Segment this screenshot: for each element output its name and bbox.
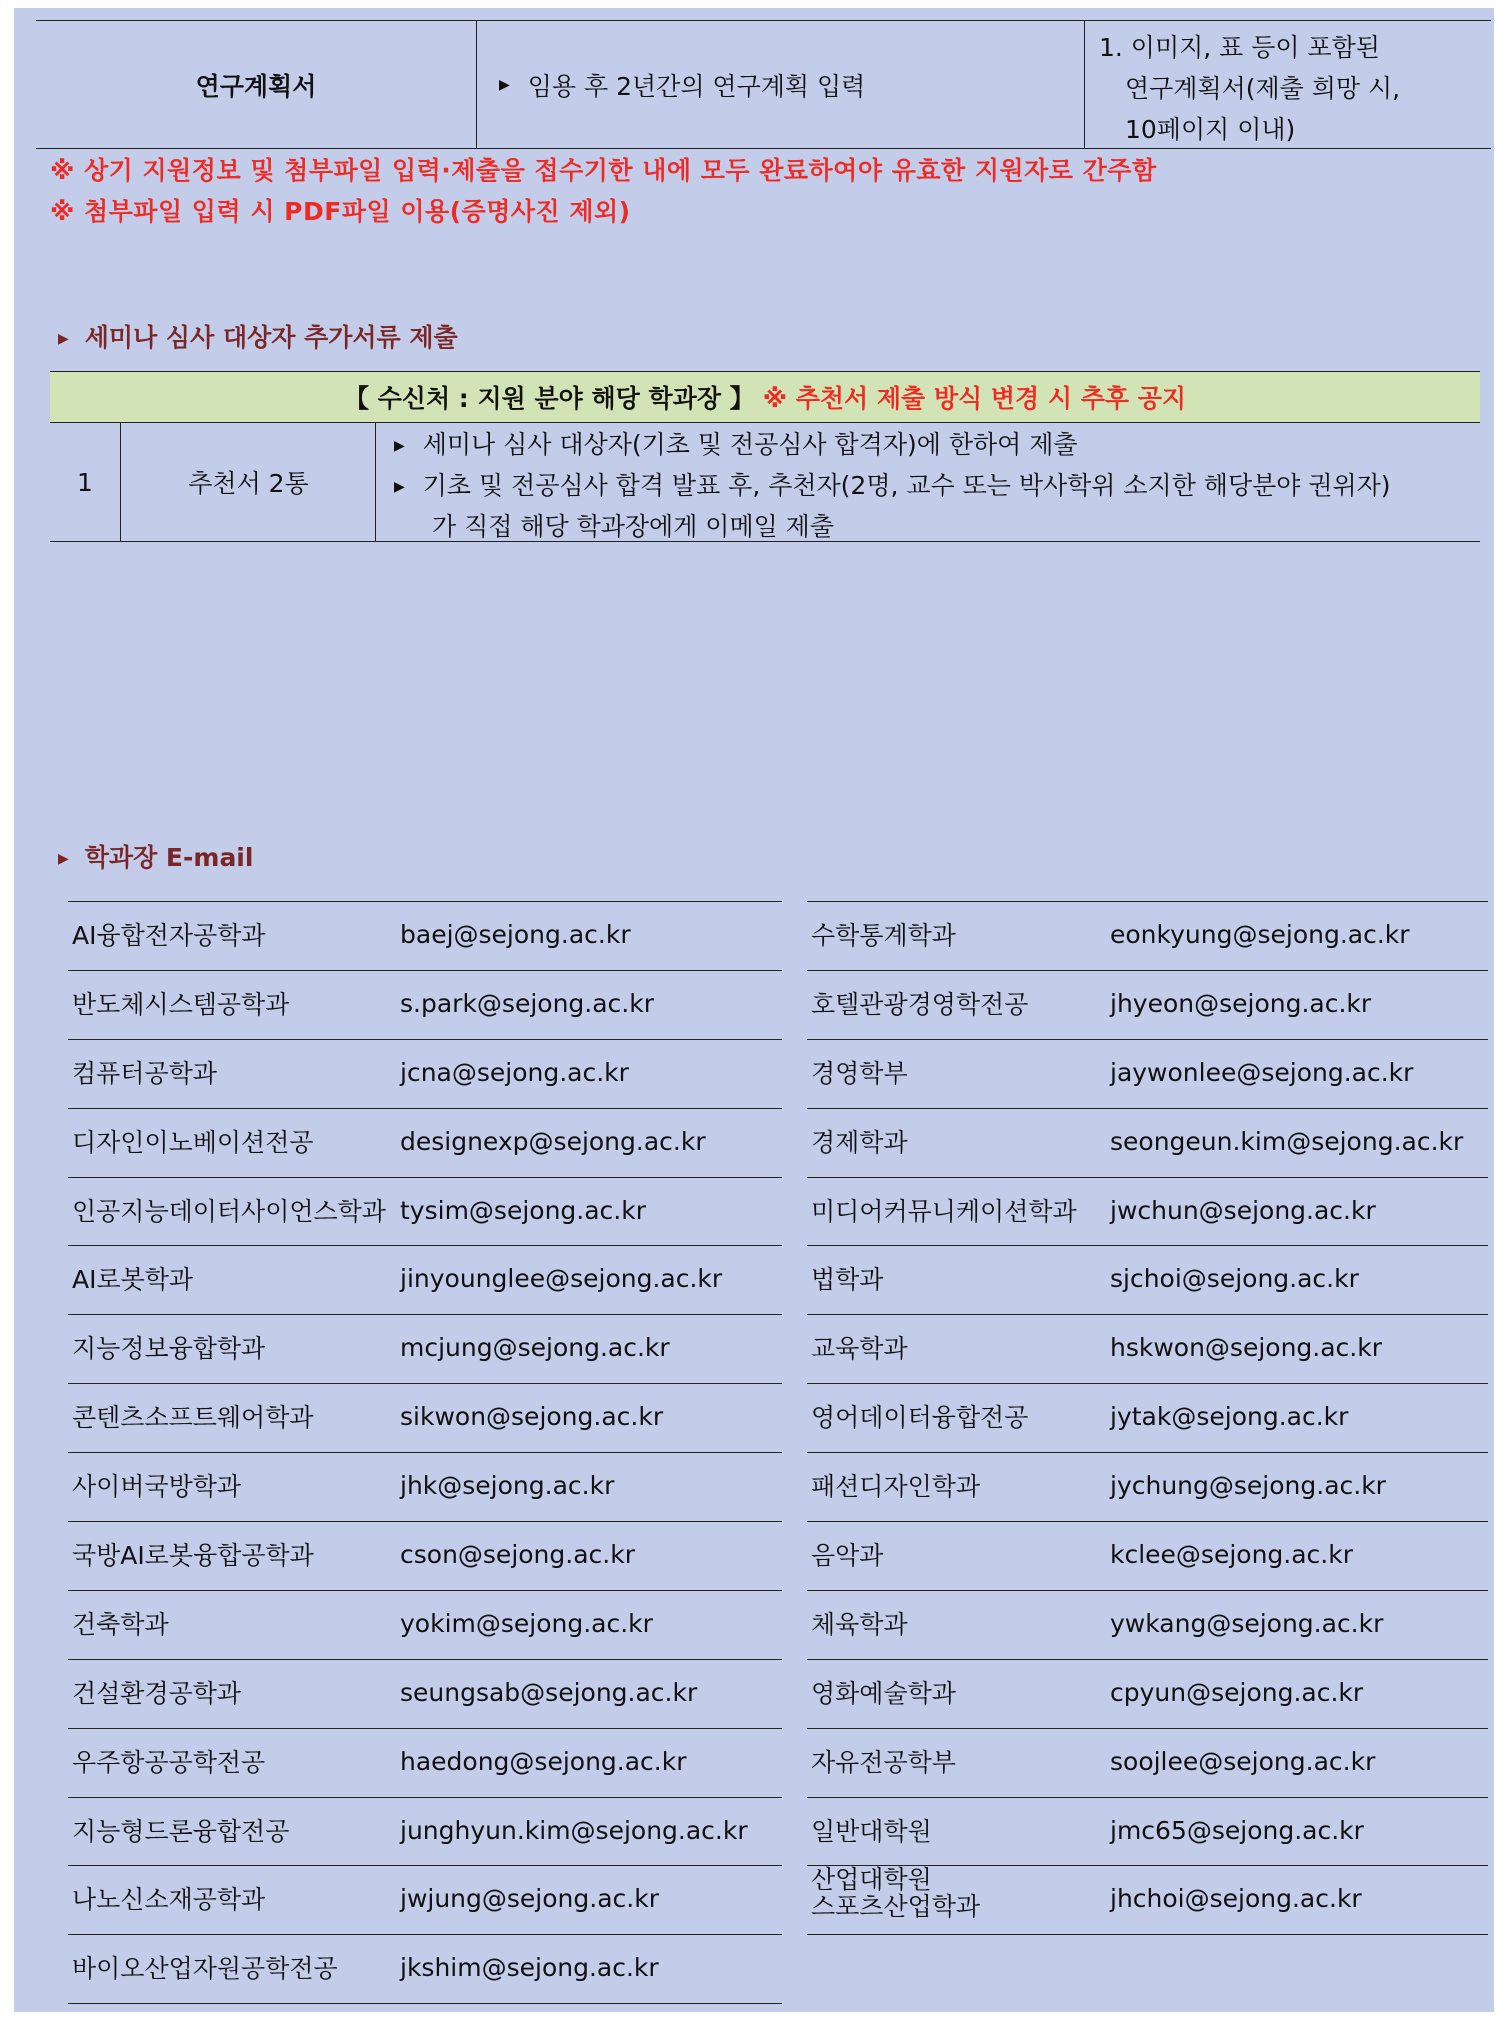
bullet-triangle-icon: ▶ (394, 438, 405, 454)
department-email[interactable]: jaywonlee@sejong.ac.kr (1110, 1057, 1414, 1087)
list-item (68, 1246, 782, 1315)
bullet-triangle-icon: ▶ (58, 331, 69, 347)
list-item (68, 1935, 782, 2004)
detail-text: 세미나 심사 대상자(기초 및 전공심사 합격자)에 한하여 제출 (422, 430, 1078, 459)
list-item (807, 1660, 1488, 1729)
department-name: 사이버국방학과 (72, 1472, 242, 1502)
department-email[interactable]: jinyounglee@sejong.ac.kr (400, 1264, 723, 1294)
department-email[interactable]: sikwon@sejong.ac.kr (400, 1402, 664, 1432)
department-email[interactable]: mcjung@sejong.ac.kr (400, 1333, 670, 1363)
department-name: 법학과 (811, 1265, 884, 1295)
department-name: 패션디자인학과 (811, 1472, 981, 1502)
list-item (807, 1384, 1488, 1453)
department-email[interactable]: jhyeon@sejong.ac.kr (1110, 988, 1372, 1018)
document-page (14, 8, 1494, 2012)
research-plan-description (476, 21, 1084, 148)
department-name: 지능정보융합학과 (72, 1334, 266, 1364)
recommendation-row (50, 423, 1480, 542)
research-plan-note-line: 10페이지 이내) (1125, 115, 1296, 144)
list-item (68, 1040, 782, 1109)
department-name: 음악과 (811, 1541, 884, 1571)
email-list-left (68, 901, 782, 2004)
bullet-triangle-icon: ▶ (58, 851, 69, 867)
list-item (68, 1729, 782, 1798)
department-email[interactable]: baej@sejong.ac.kr (400, 920, 631, 949)
detail-bullet (394, 466, 1480, 507)
research-plan-note-line: 연구계획서(제출 희망 시, (1125, 74, 1401, 103)
department-email[interactable]: haedong@sejong.ac.kr (400, 1746, 687, 1776)
list-item (68, 1109, 782, 1178)
department-email[interactable]: designexp@sejong.ac.kr (400, 1126, 706, 1156)
department-email[interactable]: kclee@sejong.ac.kr (1110, 1540, 1354, 1570)
bullet-triangle-icon: ▶ (394, 479, 405, 495)
department-email[interactable]: cpyun@sejong.ac.kr (1110, 1677, 1364, 1707)
department-name: 체육학과 (811, 1609, 908, 1639)
list-item (807, 1109, 1488, 1178)
list-item (68, 1178, 782, 1247)
department-name: 경제학과 (811, 1127, 908, 1157)
seminar-section-heading (58, 318, 458, 354)
recommendation-table-header (50, 371, 1480, 423)
department-email[interactable]: jmc65@sejong.ac.kr (1110, 1815, 1364, 1845)
department-email[interactable]: cson@sejong.ac.kr (400, 1540, 635, 1570)
research-plan-table (36, 20, 1491, 149)
department-name: 인공지능데이터사이언스학과 (72, 1196, 386, 1226)
list-item (807, 1315, 1488, 1384)
research-plan-title: 연구계획서 (195, 71, 317, 101)
department-email[interactable]: jhchoi@sejong.ac.kr (1110, 1884, 1362, 1914)
list-item (807, 902, 1488, 971)
department-name: 수학통계학과 (811, 921, 956, 950)
research-plan-note-line: 1. 이미지, 표 등이 포함된 (1099, 33, 1380, 62)
list-item (807, 1729, 1488, 1798)
department-name (811, 1866, 980, 1920)
department-name: 건설환경공학과 (72, 1678, 242, 1708)
notice-validity: ※ 상기 지원정보 및 첨부파일 입력·제출을 접수기한 내에 모두 완료하여야 유효한 지원자로 간주함 (50, 156, 1157, 185)
detail-bullet (394, 425, 1480, 466)
department-name: 나노신소재공학과 (72, 1885, 266, 1915)
department-email[interactable]: jychung@sejong.ac.kr (1110, 1471, 1386, 1501)
list-item (68, 1660, 782, 1729)
department-name: 경영학부 (811, 1058, 908, 1088)
list-item (807, 1798, 1488, 1867)
list-item (68, 971, 782, 1040)
list-item (68, 1315, 782, 1384)
department-email[interactable]: jytak@sejong.ac.kr (1110, 1402, 1349, 1432)
department-email[interactable]: jwjung@sejong.ac.kr (400, 1884, 659, 1914)
list-item (68, 1591, 782, 1660)
list-item (68, 1522, 782, 1591)
list-item (807, 1246, 1488, 1315)
seminar-section-heading-text: 세미나 심사 대상자 추가서류 제출 (84, 323, 458, 352)
detail-text: 기초 및 전공심사 합격 발표 후, 추천자(2명, 교수 또는 박사학위 소지한 해당분야 권위자) (422, 471, 1391, 500)
department-name: 우주항공공학전공 (72, 1747, 266, 1777)
email-list-right (807, 901, 1488, 1935)
department-email[interactable]: tysim@sejong.ac.kr (400, 1195, 646, 1225)
list-item (807, 1591, 1488, 1660)
list-item (807, 1178, 1488, 1247)
department-name: 일반대학원 (811, 1816, 932, 1846)
department-email[interactable]: hskwon@sejong.ac.kr (1110, 1333, 1383, 1363)
department-name: 자유전공학부 (811, 1747, 956, 1777)
department-email[interactable]: seungsab@sejong.ac.kr (400, 1677, 698, 1707)
research-plan-note (1084, 21, 1491, 148)
department-name: 영어데이터융합전공 (811, 1403, 1029, 1433)
department-name: 컴퓨터공학과 (72, 1058, 217, 1088)
department-email[interactable]: jkshim@sejong.ac.kr (400, 1953, 659, 1983)
department-email[interactable]: jwchun@sejong.ac.kr (1110, 1195, 1376, 1225)
department-name-line: 스포츠산업학과 (811, 1892, 981, 1922)
department-name: 바이오산업자원공학전공 (72, 1954, 338, 1984)
detail-text-continued: 가 직접 해당 학과장에게 이메일 제출 (432, 512, 834, 541)
department-name: 국방AI로봇융합공학과 (72, 1541, 314, 1571)
department-email[interactable]: junghyun.kim@sejong.ac.kr (400, 1815, 748, 1845)
department-email[interactable]: yokim@sejong.ac.kr (400, 1608, 653, 1638)
list-item (807, 1522, 1488, 1591)
department-name-line: 산업대학원 (811, 1865, 932, 1895)
email-section-heading-text: 학과장 E-mail (84, 843, 254, 872)
department-email[interactable]: jcna@sejong.ac.kr (400, 1057, 629, 1087)
email-section-heading (58, 838, 253, 874)
department-name: 미디어커뮤니케이션학과 (811, 1196, 1077, 1226)
department-email[interactable]: s.park@sejong.ac.kr (400, 988, 654, 1018)
department-name: 건축학과 (72, 1609, 169, 1639)
list-item (68, 1866, 782, 1935)
department-name: 디자인이노베이션전공 (72, 1127, 314, 1157)
department-name: 지능형드론융합전공 (72, 1816, 290, 1846)
list-item (807, 1453, 1488, 1522)
change-notice-label: ※ 추천서 제출 방식 변경 시 추후 공지 (762, 384, 1187, 413)
department-name: AI로봇학과 (72, 1265, 194, 1295)
department-name: 영화예술학과 (811, 1678, 956, 1708)
department-email[interactable]: soojlee@sejong.ac.kr (1110, 1746, 1376, 1776)
department-name: 콘텐츠소프트웨어학과 (72, 1403, 314, 1433)
department-email[interactable]: seongeun.kim@sejong.ac.kr (1110, 1126, 1464, 1156)
department-name: AI융합전자공학과 (72, 921, 266, 950)
recommendation-table (50, 371, 1480, 542)
department-name: 반도체시스템공학과 (72, 989, 290, 1019)
row-title: 추천서 2통 (120, 423, 376, 541)
recipient-label: 【 수신처 : 지원 분야 해당 학과장 】 (343, 384, 755, 413)
notice-pdf: ※ 첨부파일 입력 시 PDF파일 이용(증명사진 제외) (50, 197, 631, 226)
department-email[interactable]: jhk@sejong.ac.kr (400, 1471, 615, 1501)
list-item (807, 1866, 1488, 1935)
list-item (807, 1040, 1488, 1109)
department-email[interactable]: eonkyung@sejong.ac.kr (1110, 920, 1410, 949)
department-email[interactable]: sjchoi@sejong.ac.kr (1110, 1264, 1359, 1294)
row-number: 1 (77, 467, 93, 497)
list-item (68, 902, 782, 971)
bullet-triangle-icon: ▶ (499, 76, 510, 93)
list-item (68, 1453, 782, 1522)
list-item (68, 1798, 782, 1867)
department-name: 교육학과 (811, 1334, 908, 1364)
department-email[interactable]: ywkang@sejong.ac.kr (1110, 1608, 1384, 1638)
list-item (68, 1384, 782, 1453)
department-name: 호텔관광경영학전공 (811, 989, 1029, 1019)
list-item (807, 971, 1488, 1040)
research-plan-description-text: 임용 후 2년간의 연구계획 입력 (527, 71, 866, 101)
row-details (375, 423, 1480, 541)
